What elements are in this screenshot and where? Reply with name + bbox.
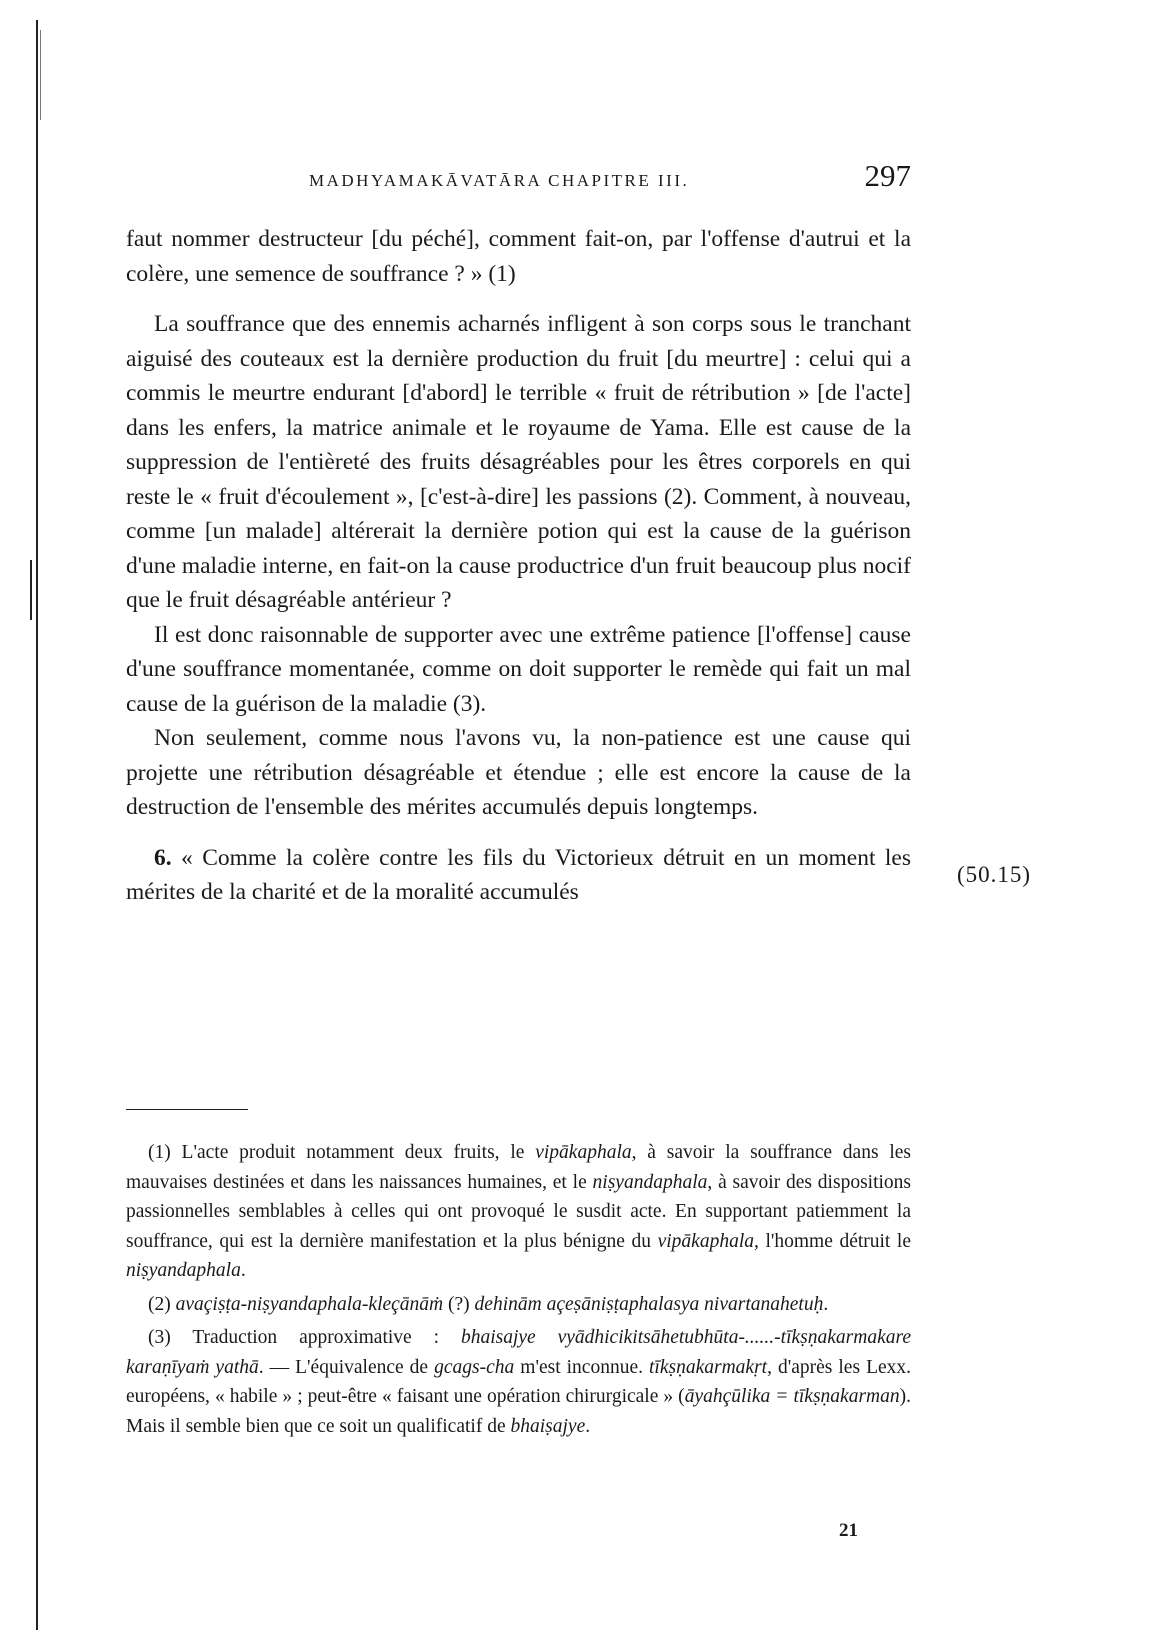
footnote-text: , à savoir des dispositions passionnelles semblables à celles qui ont provoqué le susdit acte. En supportant patiemment la souffrance, qui est la dernière manifestation et la plus bénigne du xyxy=(126,1171,911,1252)
footnote-text: L'acte produit notamment deux fruits, le xyxy=(181,1142,525,1163)
scan-edge-mark xyxy=(30,560,32,620)
footnote-term: āyahçūlika = tīkṣṇakarman xyxy=(684,1386,900,1407)
footnote-number: (2) xyxy=(148,1293,171,1315)
footnote-1 xyxy=(126,1138,911,1286)
scan-edge-line xyxy=(36,20,38,1630)
footnote-text: m'est inconnue. xyxy=(520,1356,643,1378)
footnote-number: (1) xyxy=(148,1142,171,1163)
paragraph: faut nommer destructeur [du péché], comment fait-on, par l'offense d'autrui et la colère, une semence de souffrance ? » (1) xyxy=(126,226,911,287)
footnote-term: vipākaphala xyxy=(657,1230,755,1252)
page-number: 297 xyxy=(864,158,911,193)
footnote-text: ). Mais il semble bien que ce soit un qualificatif de xyxy=(126,1386,911,1437)
running-head xyxy=(126,158,911,194)
footnote-rule xyxy=(126,1109,248,1110)
footnote-term: niṣyandaphala xyxy=(126,1260,241,1281)
footnote-text: , l'homme détruit le xyxy=(754,1230,911,1252)
footnote-text: Traduction approximative : xyxy=(192,1327,440,1348)
paragraph: La souffrance que des ennemis acharnés infligent à son corps sous le tranchant aiguisé des couteaux est la dernière production du fruit [du meurtre] : celui qui a commis le meurtre endurant [d'abord] le terrible « fruit de rétribution » [de l'acte] dans les enfers, la matrice animale et le royaume de Yama. Elle est cause de la suppression de l'entièreté des fruits désagréables pour les êtres corporels en qui reste le « fruit d'écoulement », [c'est-à-dire] les passions (2). Comment, à nouveau, comme [un malade] altérerait la dernière potion qui est la cause de la guérison d'une maladie interne, en fait-on la cause productrice d'un fruit beaucoup plus nocif que le fruit désagréable antérieur ? xyxy=(126,311,911,613)
paragraph: Non seulement, comme nous l'avons vu, la non-patience est une cause qui projette une rétribution désagréable et étendue ; elle est encore la cause de la destruction de l'ensemble des mérites accumulés depuis longtemps. xyxy=(126,725,911,820)
signature-mark: 21 xyxy=(839,1520,858,1541)
footnote-text: , d'après les Lexx. européens, « habile » ; peut-être « faisant une opération chirurgicale » ( xyxy=(126,1356,912,1407)
footnote-3 xyxy=(126,1323,911,1441)
footnote-text: , à savoir la souffrance dans les mauvaises destinées et dans les naissances humaines, et le xyxy=(126,1142,911,1193)
footnote-text: . xyxy=(585,1415,591,1437)
margin-reference: (50.15) xyxy=(957,862,1032,887)
verse-number: 6. xyxy=(154,844,172,871)
verse-text: « Comme la colère contre les fils du Victorieux détruit en un moment les mérites de la charité et de la moralité accumulés xyxy=(126,844,911,905)
footnote-term: bhaiṣajye xyxy=(510,1415,586,1437)
footnote-2 xyxy=(126,1290,911,1320)
footnote-text: . xyxy=(823,1293,829,1315)
scan-edge-mark xyxy=(40,30,41,120)
paragraph: Il est donc raisonnable de supporter avec une extrême patience [l'offense] cause d'une souffrance momentanée, comme on doit supporter le remède qui fait un mal cause de la guérison de la maladie (3). xyxy=(126,621,911,717)
footnotes xyxy=(126,1138,911,1445)
footnote-term: niṣyandaphala xyxy=(592,1171,708,1193)
footnote-term: tīkṣṇakarmakṛt xyxy=(649,1356,768,1378)
footnote-text: . xyxy=(240,1260,246,1281)
footnote-term: bhaisajye vyādhicikitsāhetubhūta-......-tīkṣṇakarmakare karaṇīyaṁ yathā xyxy=(126,1327,912,1378)
footnote-term: avaçiṣṭa-niṣyandaphala-kleçānāṁ xyxy=(175,1293,444,1315)
body-text xyxy=(126,222,911,910)
footnote-term: dehinām açeṣāniṣṭaphalasya nivartanahetuḥ xyxy=(474,1293,824,1315)
footnote-term: vipākaphala xyxy=(535,1142,632,1163)
footnote-text: . — L'équivalence de xyxy=(258,1356,429,1378)
footnote-text: (?) xyxy=(448,1293,470,1315)
footnote-term: gcags-cha xyxy=(434,1356,515,1378)
running-title: MADHYAMAKĀVATĀRA CHAPITRE III. xyxy=(309,171,690,190)
verse-paragraph xyxy=(126,841,911,910)
footnote-number: (3) xyxy=(148,1327,171,1348)
